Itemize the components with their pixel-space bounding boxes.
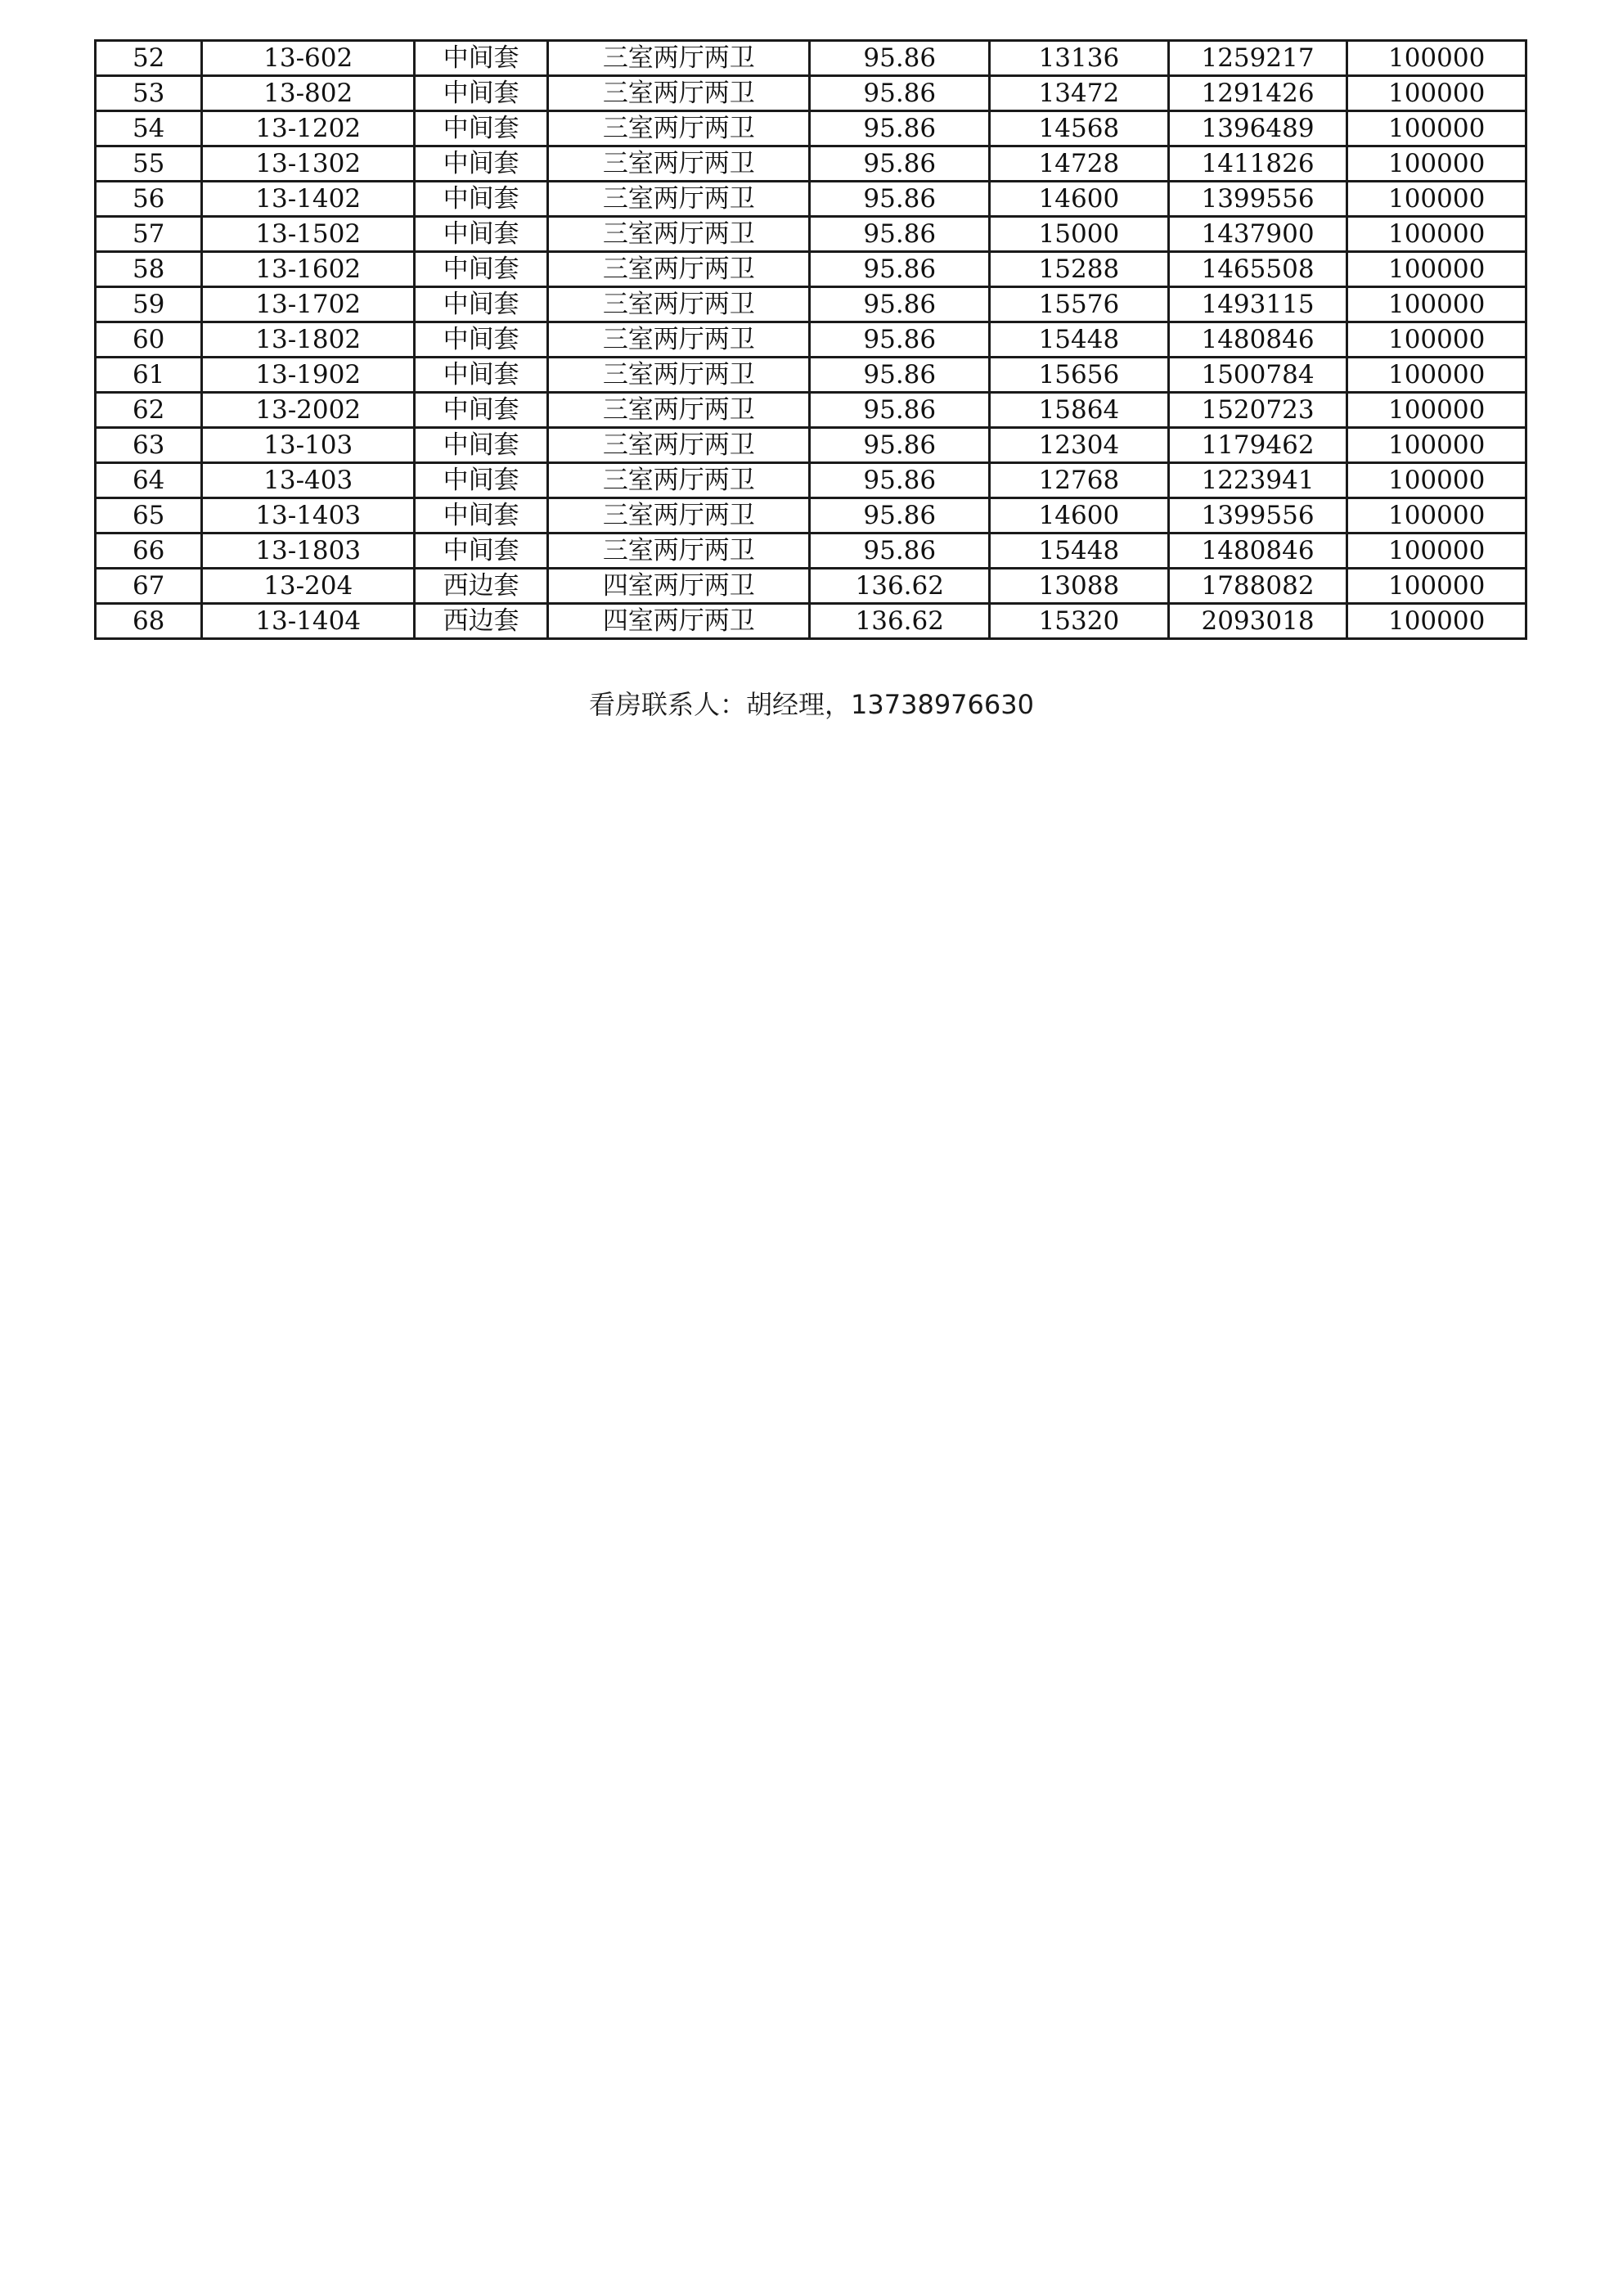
deposit-cell: 100000 <box>1347 41 1526 76</box>
table-row <box>96 393 1526 428</box>
table-row <box>96 322 1526 358</box>
unit-price-cell: 14568 <box>990 111 1169 146</box>
table-row <box>96 287 1526 322</box>
total-price-cell: 1493115 <box>1168 287 1347 322</box>
unit-number-cell: 13-1803 <box>202 533 415 569</box>
unit-price-cell: 15448 <box>990 533 1169 569</box>
row-number-cell: 61 <box>96 358 202 393</box>
layout-cell: 三室两厅两卫 <box>548 41 810 76</box>
area-cell: 95.86 <box>810 76 990 111</box>
unit-price-cell: 13088 <box>990 569 1169 604</box>
row-number-cell: 65 <box>96 498 202 533</box>
layout-cell: 四室两厅两卫 <box>548 569 810 604</box>
unit-number-cell: 13-802 <box>202 76 415 111</box>
unit-position-cell: 中间套 <box>415 358 548 393</box>
unit-position-cell: 中间套 <box>415 111 548 146</box>
total-price-cell: 1291426 <box>1168 76 1347 111</box>
layout-cell: 三室两厅两卫 <box>548 217 810 252</box>
total-price-cell: 1399556 <box>1168 498 1347 533</box>
layout-cell: 三室两厅两卫 <box>548 76 810 111</box>
unit-price-cell: 12768 <box>990 463 1169 498</box>
unit-position-cell: 中间套 <box>415 287 548 322</box>
unit-price-cell: 13136 <box>990 41 1169 76</box>
deposit-cell: 100000 <box>1347 146 1526 182</box>
deposit-cell: 100000 <box>1347 358 1526 393</box>
row-number-cell: 52 <box>96 41 202 76</box>
deposit-cell: 100000 <box>1347 111 1526 146</box>
area-cell: 95.86 <box>810 146 990 182</box>
deposit-cell: 100000 <box>1347 498 1526 533</box>
unit-number-cell: 13-1802 <box>202 322 415 358</box>
row-number-cell: 58 <box>96 252 202 287</box>
area-cell: 95.86 <box>810 428 990 463</box>
table-row <box>96 428 1526 463</box>
row-number-cell: 54 <box>96 111 202 146</box>
table-row <box>96 76 1526 111</box>
unit-position-cell: 中间套 <box>415 76 548 111</box>
layout-cell: 三室两厅两卫 <box>548 358 810 393</box>
unit-price-cell: 14600 <box>990 498 1169 533</box>
unit-position-cell: 西边套 <box>415 604 548 639</box>
total-price-cell: 1223941 <box>1168 463 1347 498</box>
row-number-cell: 55 <box>96 146 202 182</box>
area-cell: 95.86 <box>810 287 990 322</box>
layout-cell: 三室两厅两卫 <box>548 463 810 498</box>
area-cell: 95.86 <box>810 358 990 393</box>
unit-number-cell: 13-1702 <box>202 287 415 322</box>
row-number-cell: 64 <box>96 463 202 498</box>
total-price-cell: 1179462 <box>1168 428 1347 463</box>
deposit-cell: 100000 <box>1347 393 1526 428</box>
table-row <box>96 41 1526 76</box>
listing-table <box>94 39 1527 640</box>
contact-info: 看房联系人：胡经理，13738976630 <box>589 689 1034 720</box>
deposit-cell: 100000 <box>1347 463 1526 498</box>
total-price-cell: 1500784 <box>1168 358 1347 393</box>
layout-cell: 三室两厅两卫 <box>548 111 810 146</box>
table-row <box>96 569 1526 604</box>
unit-position-cell: 中间套 <box>415 498 548 533</box>
deposit-cell: 100000 <box>1347 287 1526 322</box>
table-row <box>96 358 1526 393</box>
area-cell: 95.86 <box>810 217 990 252</box>
unit-number-cell: 13-103 <box>202 428 415 463</box>
table-row <box>96 146 1526 182</box>
unit-number-cell: 13-1202 <box>202 111 415 146</box>
layout-cell: 四室两厅两卫 <box>548 604 810 639</box>
layout-cell: 三室两厅两卫 <box>548 252 810 287</box>
layout-cell: 三室两厅两卫 <box>548 182 810 217</box>
deposit-cell: 100000 <box>1347 217 1526 252</box>
row-number-cell: 56 <box>96 182 202 217</box>
unit-price-cell: 15320 <box>990 604 1169 639</box>
unit-number-cell: 13-2002 <box>202 393 415 428</box>
total-price-cell: 1520723 <box>1168 393 1347 428</box>
unit-position-cell: 中间套 <box>415 463 548 498</box>
unit-position-cell: 中间套 <box>415 393 548 428</box>
unit-number-cell: 13-1502 <box>202 217 415 252</box>
total-price-cell: 1480846 <box>1168 533 1347 569</box>
unit-price-cell: 15288 <box>990 252 1169 287</box>
total-price-cell: 1788082 <box>1168 569 1347 604</box>
unit-price-cell: 14600 <box>990 182 1169 217</box>
unit-position-cell: 中间套 <box>415 428 548 463</box>
layout-cell: 三室两厅两卫 <box>548 498 810 533</box>
total-price-cell: 1411826 <box>1168 146 1347 182</box>
table-row <box>96 533 1526 569</box>
area-cell: 95.86 <box>810 322 990 358</box>
unit-number-cell: 13-1404 <box>202 604 415 639</box>
unit-price-cell: 15448 <box>990 322 1169 358</box>
unit-position-cell: 中间套 <box>415 252 548 287</box>
unit-price-cell: 15000 <box>990 217 1169 252</box>
total-price-cell: 1259217 <box>1168 41 1347 76</box>
deposit-cell: 100000 <box>1347 533 1526 569</box>
unit-position-cell: 中间套 <box>415 322 548 358</box>
area-cell: 136.62 <box>810 604 990 639</box>
deposit-cell: 100000 <box>1347 322 1526 358</box>
table-body <box>96 41 1526 639</box>
unit-number-cell: 13-602 <box>202 41 415 76</box>
unit-number-cell: 13-1302 <box>202 146 415 182</box>
unit-number-cell: 13-1403 <box>202 498 415 533</box>
total-price-cell: 1465508 <box>1168 252 1347 287</box>
total-price-cell: 1399556 <box>1168 182 1347 217</box>
total-price-cell: 1480846 <box>1168 322 1347 358</box>
unit-number-cell: 13-1902 <box>202 358 415 393</box>
unit-position-cell: 中间套 <box>415 533 548 569</box>
area-cell: 95.86 <box>810 533 990 569</box>
row-number-cell: 66 <box>96 533 202 569</box>
total-price-cell: 2093018 <box>1168 604 1347 639</box>
layout-cell: 三室两厅两卫 <box>548 393 810 428</box>
total-price-cell: 1437900 <box>1168 217 1347 252</box>
unit-position-cell: 中间套 <box>415 217 548 252</box>
row-number-cell: 67 <box>96 569 202 604</box>
row-number-cell: 59 <box>96 287 202 322</box>
table-row <box>96 252 1526 287</box>
row-number-cell: 68 <box>96 604 202 639</box>
row-number-cell: 53 <box>96 76 202 111</box>
table-row <box>96 111 1526 146</box>
table-row <box>96 498 1526 533</box>
area-cell: 95.86 <box>810 41 990 76</box>
unit-price-cell: 12304 <box>990 428 1169 463</box>
unit-price-cell: 15576 <box>990 287 1169 322</box>
layout-cell: 三室两厅两卫 <box>548 146 810 182</box>
row-number-cell: 60 <box>96 322 202 358</box>
row-number-cell: 62 <box>96 393 202 428</box>
unit-number-cell: 13-204 <box>202 569 415 604</box>
deposit-cell: 100000 <box>1347 182 1526 217</box>
area-cell: 136.62 <box>810 569 990 604</box>
area-cell: 95.86 <box>810 182 990 217</box>
deposit-cell: 100000 <box>1347 76 1526 111</box>
unit-position-cell: 中间套 <box>415 146 548 182</box>
area-cell: 95.86 <box>810 498 990 533</box>
unit-price-cell: 15864 <box>990 393 1169 428</box>
table-row <box>96 182 1526 217</box>
unit-position-cell: 西边套 <box>415 569 548 604</box>
layout-cell: 三室两厅两卫 <box>548 322 810 358</box>
unit-position-cell: 中间套 <box>415 182 548 217</box>
table-row <box>96 604 1526 639</box>
unit-price-cell: 13472 <box>990 76 1169 111</box>
area-cell: 95.86 <box>810 463 990 498</box>
row-number-cell: 63 <box>96 428 202 463</box>
layout-cell: 三室两厅两卫 <box>548 428 810 463</box>
total-price-cell: 1396489 <box>1168 111 1347 146</box>
layout-cell: 三室两厅两卫 <box>548 533 810 569</box>
layout-cell: 三室两厅两卫 <box>548 287 810 322</box>
unit-price-cell: 14728 <box>990 146 1169 182</box>
deposit-cell: 100000 <box>1347 428 1526 463</box>
deposit-cell: 100000 <box>1347 604 1526 639</box>
area-cell: 95.86 <box>810 252 990 287</box>
row-number-cell: 57 <box>96 217 202 252</box>
unit-number-cell: 13-1602 <box>202 252 415 287</box>
table-row <box>96 217 1526 252</box>
unit-position-cell: 中间套 <box>415 41 548 76</box>
table-row <box>96 463 1526 498</box>
unit-number-cell: 13-403 <box>202 463 415 498</box>
area-cell: 95.86 <box>810 393 990 428</box>
unit-number-cell: 13-1402 <box>202 182 415 217</box>
unit-price-cell: 15656 <box>990 358 1169 393</box>
deposit-cell: 100000 <box>1347 569 1526 604</box>
area-cell: 95.86 <box>810 111 990 146</box>
deposit-cell: 100000 <box>1347 252 1526 287</box>
